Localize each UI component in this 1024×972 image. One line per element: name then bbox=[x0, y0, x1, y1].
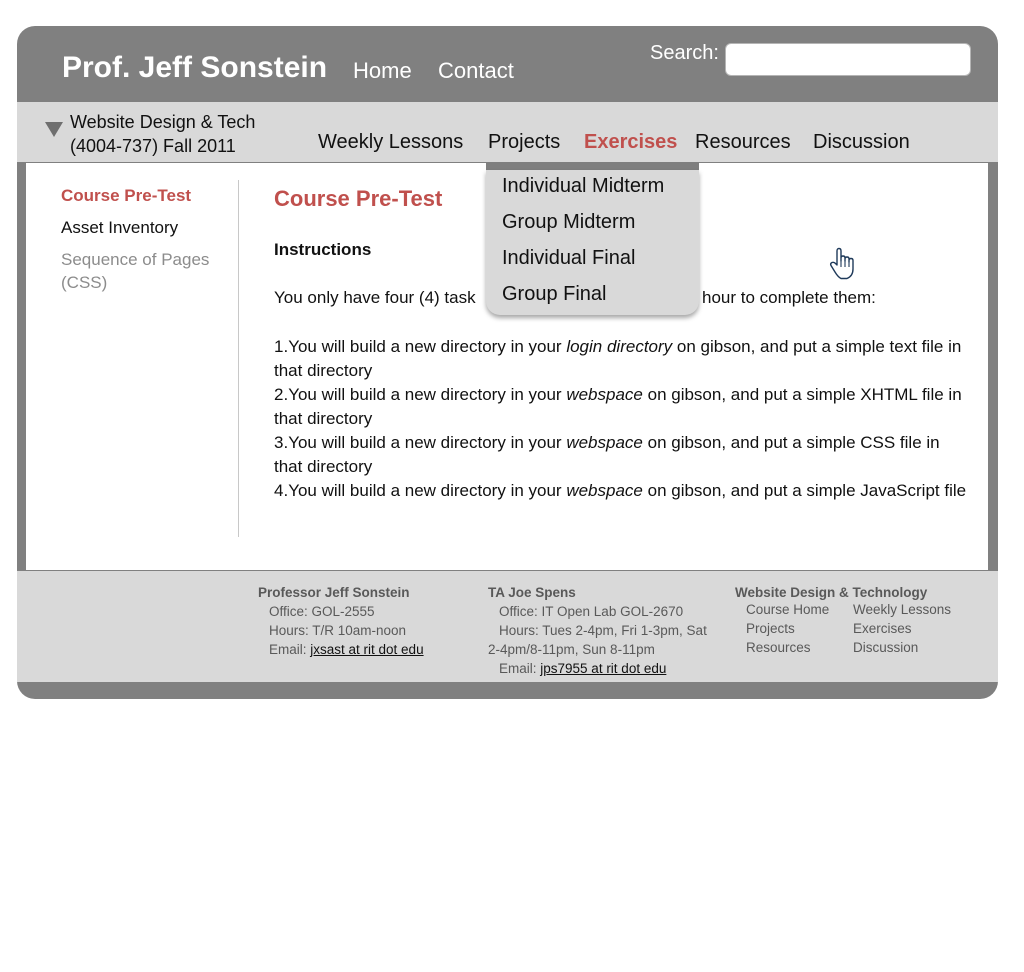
dropdown-item-individual-midterm[interactable]: Individual Midterm bbox=[502, 175, 665, 197]
course-term: (4004-737) Fall 2011 bbox=[70, 136, 236, 156]
page-title: Course Pre-Test bbox=[274, 186, 443, 211]
projects-dropdown-menu bbox=[486, 170, 699, 315]
footer-professor-office: Office: GOL-2555 bbox=[269, 604, 375, 619]
footer-ta-hours: Hours: Tues 2-4pm, Fri 1-3pm, Sat bbox=[499, 623, 707, 638]
search-label: Search: bbox=[650, 42, 719, 64]
sidebar-divider bbox=[238, 180, 239, 537]
instructions-label: Instructions bbox=[274, 240, 372, 259]
intro-text-right: hour to complete them: bbox=[702, 288, 876, 307]
course-selector[interactable] bbox=[70, 110, 255, 158]
nav-discussion[interactable]: Discussion bbox=[813, 131, 910, 153]
footer-ta-hours-cont: 2-4pm/8-11pm, Sun 8-11pm bbox=[488, 642, 655, 657]
footer-link-weekly-lessons[interactable]: Weekly Lessons bbox=[853, 602, 952, 617]
nav-projects[interactable]: Projects bbox=[488, 131, 561, 153]
site-title[interactable]: Prof. Jeff Sonstein bbox=[62, 51, 328, 84]
task-item: 2.You will build a new directory in your webspace on gibson, and put a simple XHTML file in that directory bbox=[274, 385, 962, 428]
task-item: 1.You will build a new directory in your login directory on gibson, and put a simple text file in that directory bbox=[274, 337, 962, 380]
footer-link-resources[interactable]: Resources bbox=[746, 640, 811, 655]
footer-link-course-home[interactable]: Course Home bbox=[746, 602, 830, 617]
search-input[interactable] bbox=[725, 43, 971, 76]
dropdown-item-group-final[interactable]: Group Final bbox=[502, 283, 607, 305]
hand-cursor-icon bbox=[828, 247, 856, 281]
top-nav-home[interactable]: Home bbox=[353, 58, 412, 83]
task-list bbox=[274, 335, 970, 503]
footer-ta-office: Office: IT Open Lab GOL-2670 bbox=[499, 604, 684, 619]
professor-email-link[interactable]: jxsast at rit dot edu bbox=[310, 642, 424, 657]
intro-text-left: You only have four (4) task bbox=[274, 288, 476, 307]
footer-professor-email: Email: jxsast at rit dot edu bbox=[269, 642, 424, 657]
dropdown-header-strip bbox=[486, 162, 699, 170]
footer-course-title: Website Design & Technology bbox=[735, 585, 928, 600]
footer-professor-hours: Hours: T/R 10am-noon bbox=[269, 623, 407, 638]
sidebar-item-course-pre-test[interactable]: Course Pre-Test bbox=[61, 186, 192, 205]
dropdown-item-individual-final[interactable]: Individual Final bbox=[502, 247, 636, 269]
dropdown-item-group-midterm[interactable]: Group Midterm bbox=[502, 211, 636, 233]
nav-resources[interactable]: Resources bbox=[695, 131, 791, 153]
sidebar-item-asset-inventory[interactable]: Asset Inventory bbox=[61, 218, 179, 237]
footer-link-discussion[interactable]: Discussion bbox=[853, 640, 919, 655]
nav-weekly-lessons[interactable]: Weekly Lessons bbox=[318, 131, 464, 153]
footer-ta-title: TA Joe Spens bbox=[488, 585, 576, 600]
sidebar-item-sequence-of-pages[interactable] bbox=[61, 250, 209, 293]
triangle-down-icon[interactable] bbox=[45, 122, 63, 137]
footer-link-projects[interactable]: Projects bbox=[746, 621, 795, 636]
footer-professor-title: Professor Jeff Sonstein bbox=[258, 585, 410, 600]
task-item: 4.You will build a new directory in your webspace on gibson, and put a simple JavaScript file bbox=[274, 481, 967, 500]
nav-exercises[interactable]: Exercises bbox=[584, 131, 678, 153]
footer-link-exercises[interactable]: Exercises bbox=[853, 621, 912, 636]
sidebar-item-label: Sequence of Pages bbox=[61, 250, 210, 269]
footer-course bbox=[735, 583, 927, 602]
footer-professor bbox=[258, 583, 424, 659]
task-item: 3.You will build a new directory in your webspace on gibson, and put a simple CSS file in that directory bbox=[274, 433, 940, 476]
footer-ta bbox=[488, 583, 707, 678]
sidebar-item-label-cont: (CSS) bbox=[61, 273, 108, 292]
course-name: Website Design & Tech bbox=[70, 112, 256, 132]
top-nav-contact[interactable]: Contact bbox=[438, 58, 514, 83]
ta-email-link[interactable]: jps7955 at rit dot edu bbox=[540, 661, 667, 676]
footer-ta-email: Email: jps7955 at rit dot edu bbox=[499, 661, 667, 676]
